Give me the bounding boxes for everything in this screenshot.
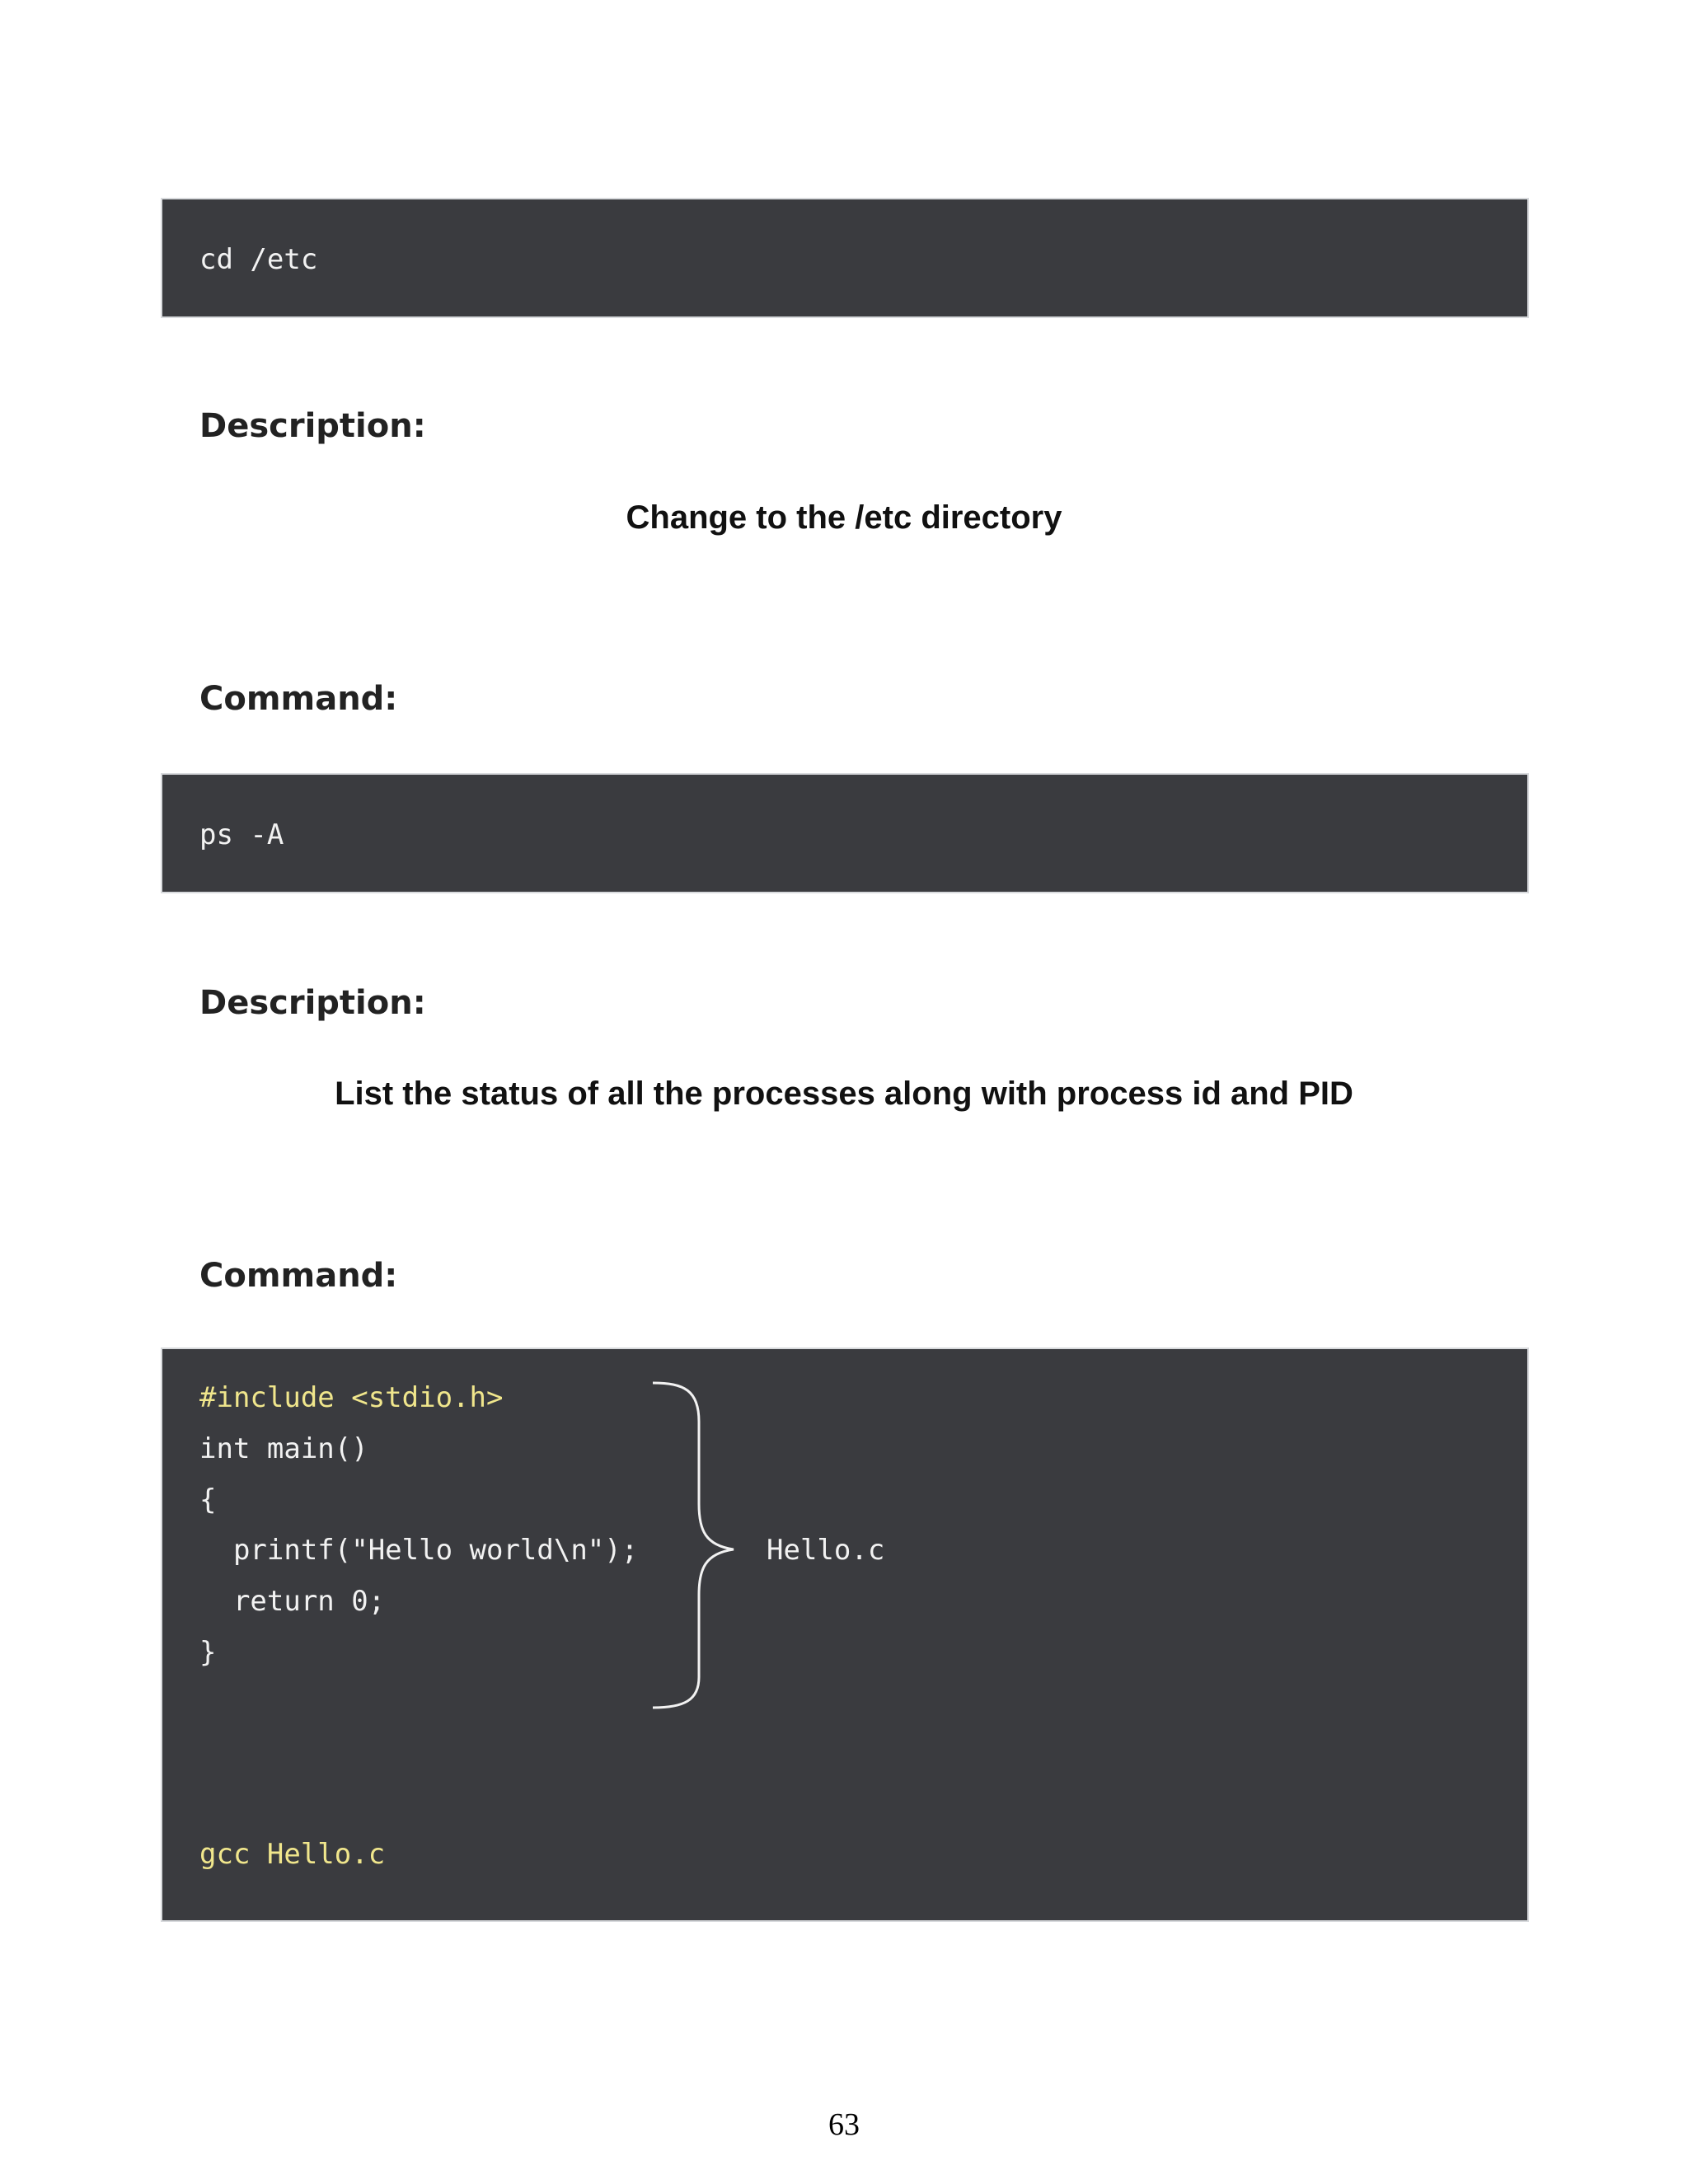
curly-brace-icon — [651, 1380, 750, 1710]
command-cd: cd /etc — [199, 243, 318, 276]
description-heading-2: Description: — [199, 984, 426, 1022]
compile-command: gcc Hello.c — [199, 1838, 386, 1871]
code-line-printf: printf("Hello world\n"); — [199, 1534, 639, 1567]
code-line-open-brace: { — [199, 1483, 217, 1516]
page-number: 63 — [828, 2107, 860, 2142]
code-line-close-brace: } — [199, 1636, 217, 1669]
brace-label-filename: Hello.c — [767, 1534, 885, 1567]
command-heading-3: Command: — [199, 1257, 398, 1295]
code-line-return: return 0; — [199, 1585, 386, 1618]
code-block-ps — [161, 773, 1529, 893]
command-heading-2: Command: — [199, 680, 398, 718]
description-text-2: List the status of all the processes along with process id and PID — [335, 1076, 1353, 1112]
description-heading-1: Description: — [199, 407, 426, 445]
code-block-c-program — [161, 1347, 1529, 1922]
code-block-cd — [161, 198, 1529, 318]
code-line-include: #include <stdio.h> — [199, 1381, 504, 1414]
code-line-main: int main() — [199, 1432, 368, 1465]
description-text-1: Change to the /etc directory — [626, 499, 1062, 536]
command-ps: ps -A — [199, 818, 284, 851]
